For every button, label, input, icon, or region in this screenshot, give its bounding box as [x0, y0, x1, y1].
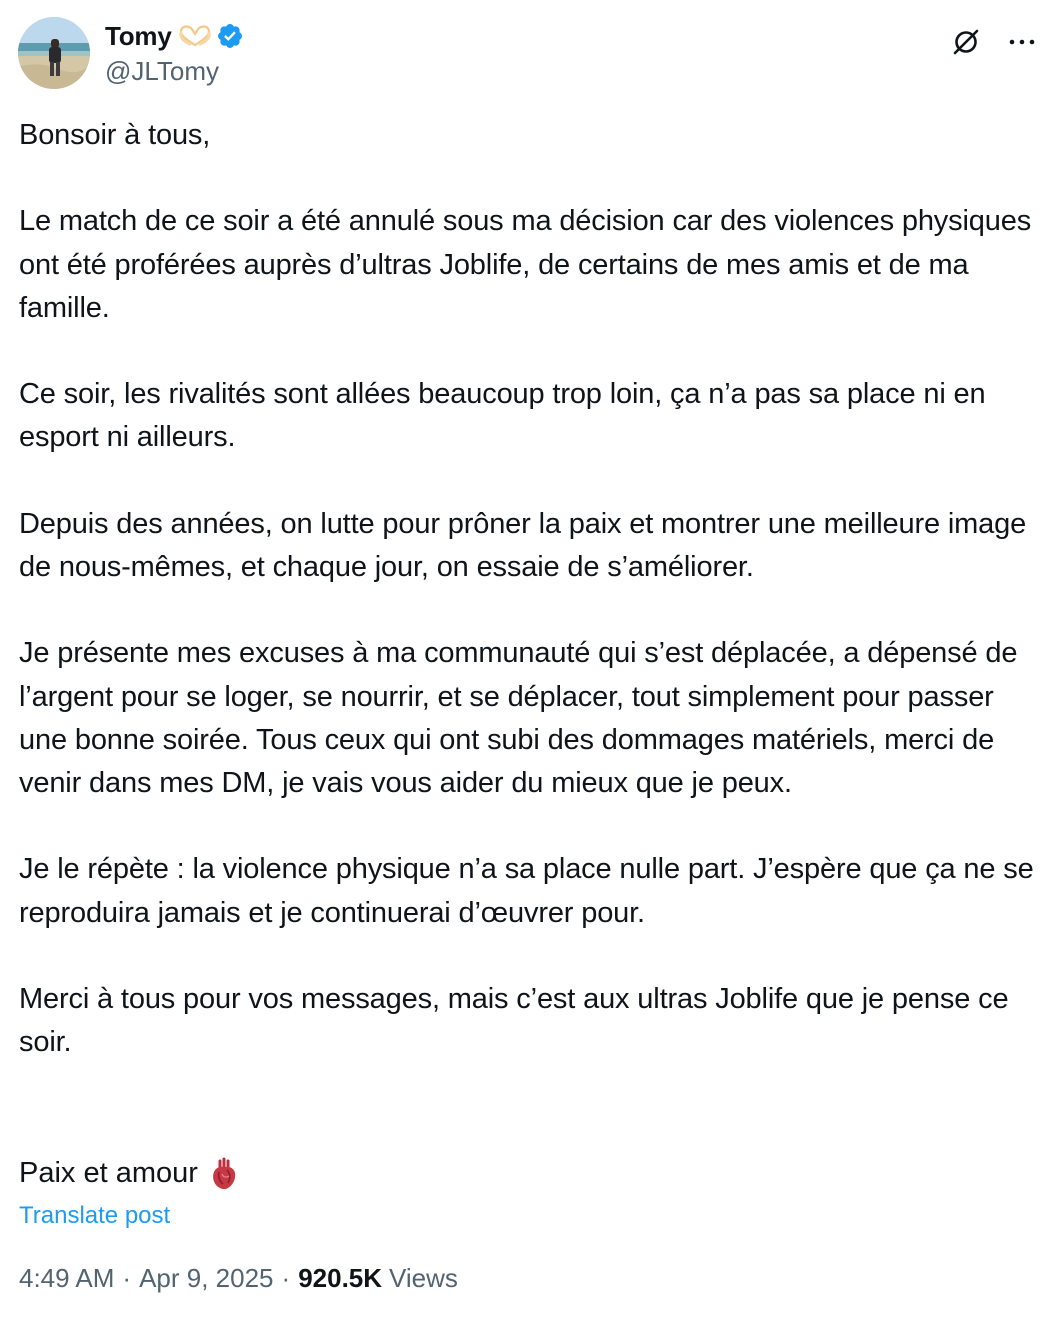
post-signoff [19, 1152, 238, 1195]
anatomical-heart-icon [210, 1157, 238, 1191]
post-time[interactable]: 4:49 AM [19, 1263, 115, 1293]
post-header [18, 16, 1046, 92]
post-text: Bonsoir à tous, Le match de ce soir a été annulé sous ma décision car des violences physiques ont été proférées auprès d’ultras Joblife, de certains de mes amis et de ma famille. Ce soir, les rivalités sont allées beaucoup trop loin, ça n’a pas sa place ni en esport ni ailleurs. Depuis des années, on lutte pour prôner la paix et montrer une meilleure image de nous-mêmes, et chaque jour, on essaie de s’améliorer. Je présente mes excuses à ma communauté qui s’est déplacée, a dépensé de l’argent pour se loger, se nourrir, et se déplacer, tout simplement pour passer une bonne soirée. Tous ceux qui ont subi des dommages matériels, merci de venir dans mes DM, je vais vous aider du mieux que je peux. Je le répète : la violence physique n’a sa place nulle part. J’espère que ça ne se reproduira jamais et je continuerai d’œuvrer pour. Merci à tous pour vos messages, mais c’est aux ultras Joblife que je pense ce soir. [19, 119, 1034, 1059]
views-count[interactable]: 920.5K [298, 1263, 383, 1293]
post-metadata [19, 1260, 458, 1296]
author-names [105, 18, 244, 88]
more-options-icon[interactable] [1002, 24, 1042, 60]
signoff-text: Paix et amour [19, 1157, 198, 1189]
grok-icon[interactable] [948, 24, 984, 60]
translate-post-link[interactable]: Translate post [19, 1202, 171, 1229]
display-name-row [105, 18, 244, 54]
handle[interactable]: @JLTomy [105, 56, 220, 86]
avatar[interactable] [18, 17, 90, 89]
meta-separator: · [122, 1263, 132, 1293]
views-label[interactable]: Views [389, 1263, 458, 1293]
post-date[interactable]: Apr 9, 2025 [139, 1263, 274, 1293]
verified-badge-icon[interactable] [216, 22, 244, 50]
heart-hands-icon [178, 25, 212, 47]
display-name[interactable]: Tomy [105, 20, 172, 51]
meta-separator: · [281, 1263, 291, 1293]
